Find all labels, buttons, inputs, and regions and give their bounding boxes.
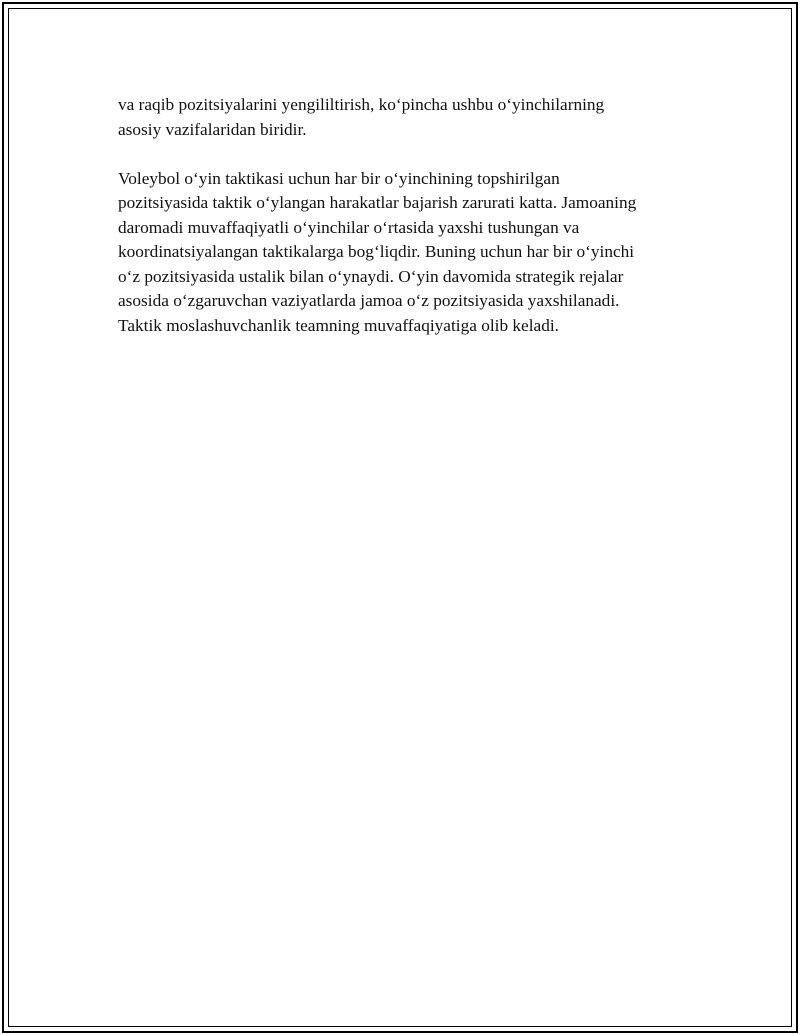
document-body <box>118 93 678 338</box>
paragraph-line: Voleybol o‘yin taktikasi uchun har bir o‘yinchining topshirilgan <box>118 168 560 188</box>
paragraph-line: daromadi muvaffaqiyatli o‘yinchilar o‘rtasida yaxshi tushungan va <box>118 217 580 237</box>
paragraph-line: koordinatsiyalangan taktikalarga bog‘liqdir. Buning uchun har bir o‘yinchi <box>118 242 635 261</box>
paragraph-line: va raqib pozitsiyalarini yengililtirish, ko‘pincha ushbu o‘yinchilarning <box>118 95 605 114</box>
paragraph-2 <box>118 167 678 339</box>
paragraph-line: asosiy vazifalaridan biridir. <box>118 119 307 139</box>
paragraph-line: pozitsiyasida taktik o‘ylangan harakatlar bajarish zarurati katta. Jamoaning <box>118 193 637 212</box>
paragraph-spacer <box>118 142 678 167</box>
paragraph-1 <box>118 93 678 142</box>
paragraph-line: asosida o‘zgaruvchan vaziyatlarda jamoa o‘z pozitsiyasida yaxshilanadi. <box>118 291 620 310</box>
paragraph-line: Taktik moslashuvchanlik teamning muvaffaqiyatiga olib keladi. <box>118 315 559 335</box>
paragraph-line: o‘z pozitsiyasida ustalik bilan o‘ynaydi. O‘yin davomida strategik rejalar <box>118 266 624 286</box>
